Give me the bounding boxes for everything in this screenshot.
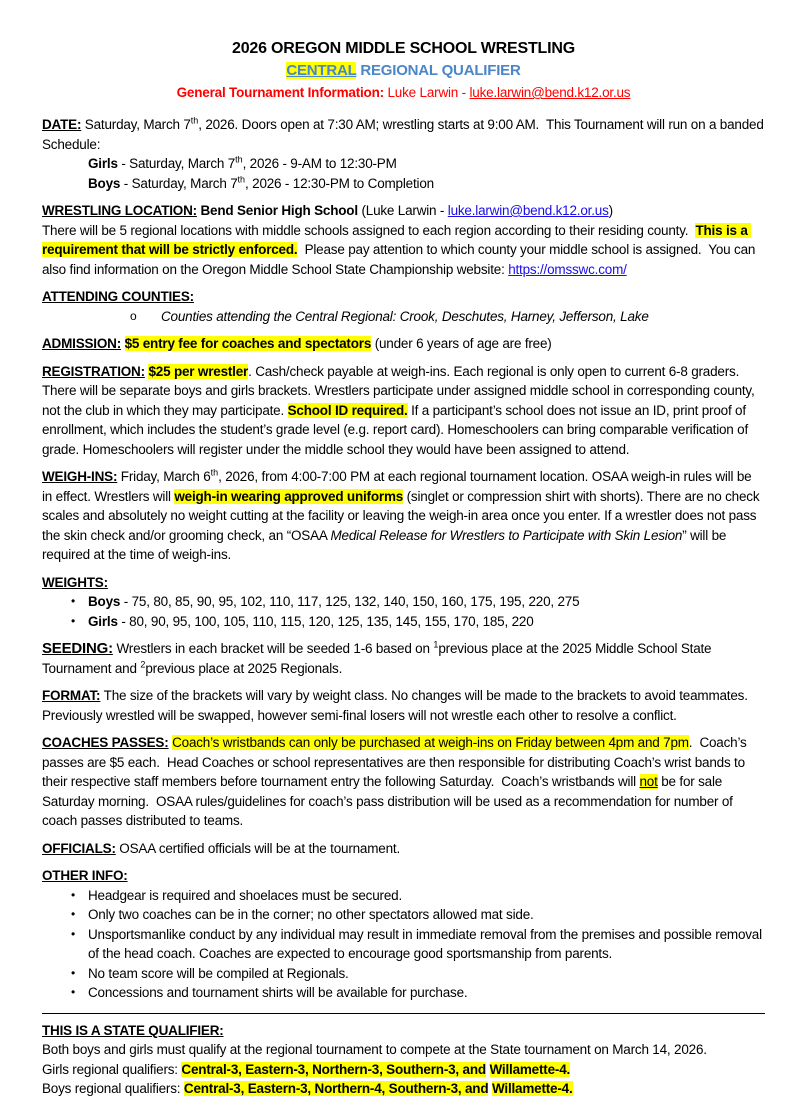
registration-paragraph bbox=[42, 362, 765, 460]
other-info-text bbox=[88, 964, 765, 984]
text-segment: th bbox=[210, 467, 219, 478]
text-segment: SEEDING: bbox=[42, 640, 113, 657]
text-segment: Girls bbox=[88, 613, 118, 629]
other-info-item bbox=[71, 983, 765, 1003]
text-segment: (singlet or compression shirt with shorts). There are no check scales and absolutely no weight cutting at the facility or leaving the weigh-in area once you enter. If a wrestler does not pass the skin check and/or grooming check, an “OSAA bbox=[42, 488, 763, 543]
date-paragraph bbox=[42, 115, 768, 154]
text-segment: FORMAT: bbox=[42, 688, 101, 703]
text-segment: $25 per wrestler bbox=[148, 363, 249, 379]
text-segment: The size of the brackets will vary by weight class. No changes will be made to the brackets to avoid teammates. Previously wrestled will be swapped, however semi-final losers will not wrestle each other to resolve a conflict. bbox=[42, 688, 752, 723]
text-segment: Both boys and girls must qualify at the regional tournament to compete at the State tournament on March 14, 2026. bbox=[42, 1042, 707, 1057]
boys-qualifiers-line bbox=[42, 1079, 765, 1099]
counties-text bbox=[161, 307, 765, 327]
circle-bullet-icon: o bbox=[130, 308, 137, 323]
text-segment: This is a requirement that will be strictly enforced. bbox=[42, 222, 752, 257]
text-segment: School ID required. bbox=[287, 402, 408, 418]
coaches-passes-paragraph bbox=[42, 733, 765, 831]
text-segment: . Coach’s passes are $5 each. Head Coaches or school representatives are then responsible for distributing Coach’s wrist bands to their respective staff members before tournament entry the following Saturday. Coach’s wristbands will bbox=[42, 735, 751, 789]
girls-qualifiers-line bbox=[42, 1060, 765, 1080]
other-info-text bbox=[88, 983, 765, 1003]
text-segment: (Luke Larwin - bbox=[357, 203, 448, 218]
text-segment: ” will be required at the time of weigh-ins. bbox=[42, 527, 730, 562]
text-segment: Central-3, Eastern-3, Northern-3, Southern-3, and bbox=[181, 1061, 486, 1077]
other-info-item bbox=[71, 925, 765, 964]
text-segment: th bbox=[237, 174, 246, 184]
document-header bbox=[42, 38, 765, 103]
disc-bullet-icon: • bbox=[71, 887, 76, 902]
omsswc-website-link[interactable]: https://omsswc.com/ bbox=[508, 261, 627, 277]
text-segment: , 2026 - 9-AM to 12:30-PM bbox=[242, 156, 397, 171]
officials-paragraph bbox=[42, 839, 765, 859]
text-segment: REGIONAL QUALIFIER bbox=[360, 62, 521, 79]
text-segment: , 2026. Doors open at 7:30 AM; wrestling starts at 9:00 AM. This Tournament will run on a banded Schedule: bbox=[42, 117, 768, 152]
text-segment: ATTENDING COUNTIES: bbox=[42, 289, 194, 304]
text-segment: OFFICIALS: bbox=[42, 840, 116, 856]
other-info-heading bbox=[42, 866, 765, 886]
text-segment: No team score will be compiled at Regionals. bbox=[88, 965, 349, 981]
text-segment: - Saturday, March 7 bbox=[117, 156, 236, 171]
text-segment: Please pay attention to which county your middle school is assigned. You can also find information on the Oregon Middle School State Championship website: bbox=[42, 242, 759, 277]
other-info-text bbox=[88, 925, 765, 964]
text-segment: DATE: bbox=[42, 117, 82, 132]
location-email-link[interactable]: luke.larwin@bend.k12.or.us bbox=[447, 203, 609, 218]
schedule-girls-line bbox=[88, 154, 765, 174]
text-segment: Concessions and tournament shirts will be available for purchase. bbox=[88, 985, 468, 1000]
text-segment: Headgear is required and shoelaces must be secured. bbox=[88, 887, 402, 903]
region-name: CENTRAL bbox=[286, 62, 357, 79]
text-segment: Counties attending the Central Regional: Crook, Deschutes, Harney, Jefferson, Lake bbox=[161, 308, 649, 324]
text-segment: THIS IS A STATE QUALIFIER: bbox=[42, 1022, 224, 1038]
text-segment: General Tournament Information: bbox=[176, 85, 384, 100]
text-segment: Boys bbox=[88, 175, 121, 191]
text-segment: . Cash/check payable at weigh-ins. Each regional is only open to current 6-8 graders. There will be separate boys and girls brackets. Wrestlers participate under assigned middle school in corresponding county, not the club in which they may participate. bbox=[42, 363, 759, 418]
seeding-paragraph bbox=[42, 639, 765, 678]
other-info-item bbox=[71, 886, 765, 906]
text-segment: OSAA certified officials will be at the tournament. bbox=[115, 840, 400, 856]
text-segment: Girls bbox=[88, 156, 118, 171]
text-segment: ) bbox=[608, 203, 613, 218]
text-segment: ADMISSION: bbox=[42, 336, 122, 351]
weights-girls-text bbox=[88, 612, 765, 632]
text-segment: Wrestlers in each bracket will be seeded 1-6 based on bbox=[112, 641, 434, 656]
text-segment: th bbox=[235, 154, 243, 165]
contact-line bbox=[42, 82, 765, 103]
text-segment: COACHES PASSES: bbox=[42, 735, 169, 750]
text-segment: Bend Senior High School bbox=[200, 203, 358, 218]
text-segment: Central-3, Eastern-3, Northern-4, Southern-3, and bbox=[183, 1081, 489, 1096]
state-qualifier-text bbox=[42, 1040, 765, 1060]
text-segment: Medical Release for Wrestlers to Participate with Skin Lesion bbox=[330, 527, 683, 543]
text-segment: If a participant’s school does not issue an ID, print proof of enrollment, which includes the student’s grade level (e.g. report card). Homeschoolers can bring comparable verification of grade. Homeschoolers will register under the middle school they would have been assigned to attend. bbox=[42, 402, 752, 457]
text-segment: Unsportsmanlike conduct by any individual may result in immediate removal from the premises and possible removal of the head coach. Coaches are expected to encourage good sportsmanship from parents. bbox=[88, 926, 766, 961]
weights-girls-item bbox=[71, 612, 765, 632]
contact-email-link[interactable]: luke.larwin@bend.k12.or.us bbox=[469, 85, 631, 100]
text-segment: previous place at the 2025 Middle School State Tournament and bbox=[42, 641, 715, 676]
text-segment: th bbox=[190, 115, 199, 126]
text-segment: (under 6 years of age are free) bbox=[371, 336, 552, 351]
disc-bullet-icon: • bbox=[71, 594, 76, 608]
text-segment: There will be 5 regional locations with middle schools assigned to each region according to their residing county. bbox=[42, 222, 696, 238]
disc-bullet-icon: • bbox=[71, 965, 76, 980]
text-segment: Boys regional qualifiers: bbox=[42, 1081, 184, 1096]
text-segment: Luke Larwin - bbox=[383, 85, 470, 100]
other-info-item bbox=[71, 964, 765, 984]
text-segment bbox=[486, 1062, 490, 1077]
wrestling-location-paragraph bbox=[42, 221, 765, 280]
text-segment: be for sale Saturday morning. OSAA rules/guidelines for coach’s pass distribution will be used as a recommendation for number of coach passes distributed to teams. bbox=[42, 774, 737, 828]
page-title: 2026 OREGON MIDDLE SCHOOL WRESTLING bbox=[232, 40, 575, 57]
text-segment: - 80, 90, 95, 100, 105, 110, 115, 120, 125, 135, 145, 155, 170, 185, 220 bbox=[117, 613, 534, 629]
text-segment: Saturday, March 7 bbox=[81, 117, 191, 132]
text-segment: previous place at 2025 Regionals. bbox=[145, 660, 343, 676]
text-segment: Coach’s wristbands can only be purchased at weigh-ins on Friday between 4pm and 7pm bbox=[172, 735, 689, 750]
attending-counties-heading bbox=[42, 287, 765, 307]
text-segment: Boys bbox=[88, 594, 121, 609]
other-info-text bbox=[88, 905, 765, 925]
text-segment: WEIGH-INS: bbox=[42, 469, 118, 484]
state-qualifier-heading bbox=[42, 1021, 765, 1041]
weigh-ins-paragraph bbox=[42, 467, 765, 565]
text-segment: - Saturday, March 7 bbox=[120, 175, 238, 191]
text-segment: REGISTRATION: bbox=[42, 363, 145, 379]
text-segment: Willamette-4. bbox=[491, 1081, 573, 1096]
weights-heading bbox=[42, 573, 765, 593]
text-segment: Girls regional qualifiers: bbox=[42, 1061, 182, 1077]
other-info-text bbox=[88, 886, 765, 906]
other-info-item bbox=[71, 905, 765, 925]
text-segment: OTHER INFO: bbox=[42, 868, 128, 883]
text-segment: WEIGHTS: bbox=[42, 574, 108, 590]
text-segment: 2 bbox=[140, 659, 146, 669]
text-segment: 1 bbox=[433, 639, 439, 650]
text-segment: $5 entry fee for coaches and spectators bbox=[124, 336, 372, 351]
admission-paragraph bbox=[42, 334, 765, 354]
section-divider bbox=[42, 1013, 765, 1014]
disc-bullet-icon: • bbox=[71, 985, 76, 999]
text-segment: - 75, 80, 85, 90, 95, 102, 110, 117, 125, 132, 140, 150, 160, 175, 195, 220, 275 bbox=[120, 594, 580, 609]
disc-bullet-icon: • bbox=[71, 907, 76, 921]
text-segment: Friday, March 6 bbox=[117, 469, 211, 484]
format-paragraph bbox=[42, 686, 765, 725]
weights-boys-text bbox=[88, 592, 765, 612]
text-segment: , 2026 - 12:30-PM to Completion bbox=[245, 175, 434, 191]
weights-boys-item bbox=[71, 592, 765, 612]
text-segment: WRESTLING LOCATION: bbox=[42, 203, 197, 218]
text-segment: weigh-in wearing approved uniforms bbox=[174, 488, 404, 504]
text-segment: Willamette-4. bbox=[489, 1061, 571, 1077]
text-segment: not bbox=[639, 774, 658, 789]
page-subtitle bbox=[42, 60, 765, 82]
schedule-boys-line bbox=[88, 174, 765, 194]
counties-list-item bbox=[130, 307, 765, 327]
disc-bullet-icon: • bbox=[71, 926, 76, 941]
disc-bullet-icon: • bbox=[71, 613, 76, 628]
wrestling-location-heading bbox=[42, 201, 765, 221]
text-segment: , 2026, from 4:00-7:00 PM at each regional tournament location. OSAA weigh-in rules will be in effect. Wrestlers will bbox=[42, 469, 756, 504]
text-segment: Only two coaches can be in the corner; no other spectators allowed mat side. bbox=[88, 907, 534, 922]
